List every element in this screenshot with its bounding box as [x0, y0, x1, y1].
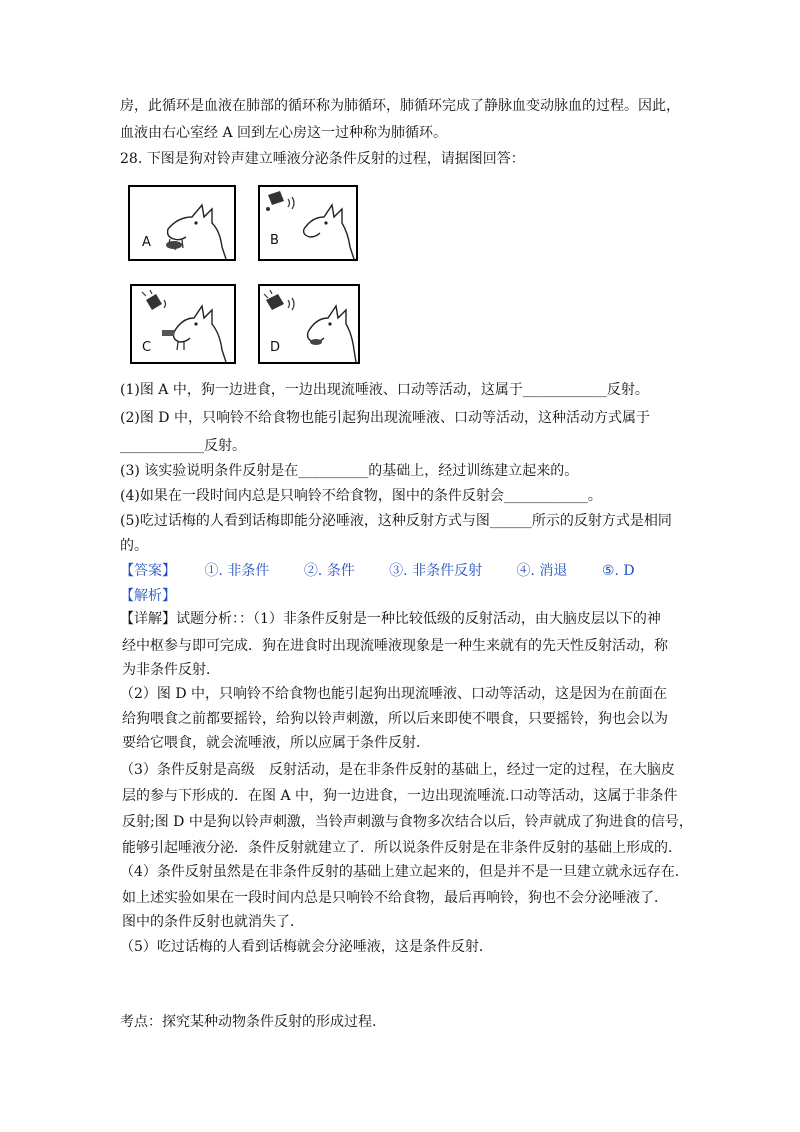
- panel-c: [130, 284, 236, 364]
- analysis-line: 给狗喂食之前都要摇铃，给狗以铃声刺激，所以后来即使不喂食，只要摇铃，狗也会以为: [122, 711, 668, 727]
- question-1: (1)图 A 中，狗一边进食，一边出现流唾液、口动等活动，这属于____________反射。: [120, 382, 649, 398]
- question-5-line-2: 的。: [120, 538, 148, 554]
- answer-item-2: ②. 条件: [303, 563, 355, 579]
- answer-item-3: ③. 非条件反射: [389, 563, 483, 579]
- analysis-line: 经中枢参与即可完成．狗在进食时出现流唾液现象是一种生来就有的先天性反射活动，称: [122, 638, 668, 654]
- analysis-label: 【解析】: [120, 588, 176, 604]
- question-3: (3) 该实验说明条件反射是在__________的基础上，经过训练建立起来的。: [120, 463, 579, 479]
- analysis-line: 图中的条件反射也就消失了．: [122, 914, 304, 930]
- question-2-line-2: ____________反射。: [120, 438, 246, 454]
- answer-item-4: ④. 消退: [516, 563, 568, 579]
- analysis-line: 如上述实验如果在一段时间内总是只响铃不给食物，最后再响铃，狗也不会分泌唾液了．: [122, 890, 668, 906]
- answer-row: [120, 561, 635, 581]
- panel-d: [258, 284, 360, 364]
- panel-a: [128, 185, 236, 261]
- answer-item-5: ⑤. D: [601, 563, 635, 579]
- intro-line-2: 血液由右心室经 A 回到左心房这一过种称为肺循环。: [120, 125, 448, 141]
- panel-b-label: B: [270, 233, 279, 248]
- panel-c-label: C: [142, 340, 152, 355]
- intro-line-1: 房，此循环是血液在肺部的循环称为肺循环，肺循环完成了静脉血变动脉血的过程。因此，: [120, 98, 680, 114]
- analysis-line: 要给它喂食，就会流唾液，所以应属于条件反射．: [122, 735, 430, 751]
- analysis-line: 为非条件反射．: [122, 662, 220, 678]
- panel-d-label: D: [270, 340, 281, 355]
- analysis-line: （5）吃过话梅的人看到话梅就会分泌唾液，这是条件反射．: [120, 939, 493, 955]
- panel-a-label: A: [142, 235, 151, 250]
- panel-b: [258, 185, 358, 261]
- analysis-line: （3）条件反射是高级 反射活动，是在非条件反射的基础上，经过一定的过程，在大脑皮: [120, 762, 675, 778]
- answer-item-1: ①. 非条件: [204, 563, 270, 579]
- question-5-line-1: (5)吃过话梅的人看到话梅即能分泌唾液，这种反射方式与图______所示的反射方式是相同: [120, 513, 672, 529]
- question-title: 28. 下图是狗对铃声建立唾液分泌条件反射的过程，请据图回答：: [120, 151, 525, 167]
- analysis-line: 反射;图 D 中是狗以铃声刺激，当铃声刺激与食物多次结合以后，铃声就成了狗进食的信号，: [122, 814, 693, 830]
- dog-bell-drawing: [260, 187, 356, 259]
- analysis-line: 【详解】试题分析：：（1）非条件反射是一种比较低级的反射活动，由大脑皮层以下的神: [120, 611, 661, 627]
- analysis-line: 层的参与下形成的．在图 A 中，狗一边进食，一边出现流唾流.口动等活动，这属于非条件: [122, 788, 678, 804]
- analysis-line: （2）图 D 中，只响铃不给食物也能引起狗出现流唾液、口动等活动，这是因为在前面在: [120, 686, 668, 702]
- kaodian: 考点：探究某种动物条件反射的形成过程.: [120, 1014, 377, 1030]
- analysis-line: （4）条件反射虽然是在非条件反射的基础上建立起来的，但是并不是一旦建立就永远存在．: [120, 864, 689, 880]
- question-2-line-1: (2)图 D 中，只响铃不给食物也能引起狗出现流唾液、口动等活动，这种活动方式属于: [120, 410, 650, 426]
- analysis-line: 能够引起唾液分泌．条件反射就建立了．所以说条件反射是在非条件反射的基础上形成的．: [122, 840, 682, 856]
- answer-label: 【答案】: [120, 563, 176, 579]
- question-4: (4)如果在一段时间内总是只响铃不给食物，图中的条件反射会____________。: [120, 488, 602, 504]
